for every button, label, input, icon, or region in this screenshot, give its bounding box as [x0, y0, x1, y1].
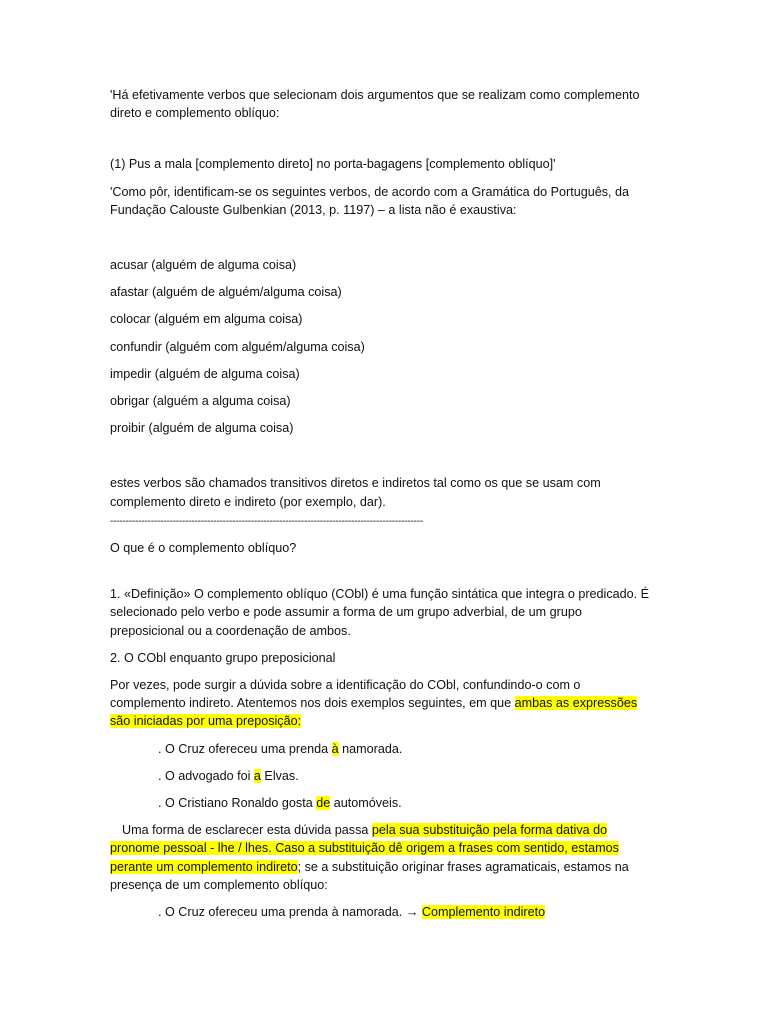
example-text: automóveis. — [330, 796, 402, 811]
forma-text: Uma forma de esclarecer esta dúvida passa — [122, 823, 372, 838]
por-vezes-paragraph — [110, 676, 658, 731]
example-text: . O Cristiano Ronaldo gosta — [158, 796, 317, 811]
example-sentence — [110, 740, 658, 758]
verb-item: confundir (alguém com alguém/alguma coisa) — [110, 339, 365, 354]
preposition-highlight: à — [331, 741, 339, 756]
estes-verbos-paragraph: estes verbos são chamados transitivos diretos e indiretos tal como os que se usam com complemento direto e indireto (por exemplo, dar). — [110, 476, 601, 509]
heading-2: 2. O CObl enquanto grupo preposicional — [110, 650, 336, 665]
forma-text-after: ; se a substituição originar frases agramaticais, estamos na presença de um complemento oblíquo: — [110, 859, 629, 892]
verb-item: colocar (alguém em alguma coisa) — [110, 312, 303, 327]
final-example — [110, 903, 658, 921]
verb-item: acusar (alguém de alguma coisa) — [110, 258, 297, 273]
example-text: Elvas. — [260, 768, 299, 783]
example-text: . O Cruz ofereceu uma prenda — [158, 741, 332, 756]
verb-item: afastar (alguém de alguém/alguma coisa) — [110, 285, 342, 300]
final-example-text: . O Cruz ofereceu uma prenda à namorada. — [158, 905, 403, 920]
por-vezes-text: Por vezes, pode surgir a dúvida sobre a identificação do CObl, confundindo-o com o complemento indireto. Atentemos nos dois exemplos seguintes, em que — [110, 678, 581, 711]
classification-highlight: Complemento indireto — [421, 905, 546, 920]
arrow-icon: → — [405, 905, 419, 920]
verb-list — [110, 256, 658, 437]
example-text: namorada. — [338, 741, 403, 756]
intro-paragraph: 'Há efetivamente verbos que selecionam dois argumentos que se realizam como complemento direto e complemento oblíquo: — [110, 88, 640, 121]
section-question: O que é o complemento oblíquo? — [110, 541, 297, 556]
example-sentence — [110, 794, 658, 812]
example-text: . O advogado foi — [158, 768, 254, 783]
example-sentence — [110, 767, 658, 785]
verb-item: impedir (alguém de alguma coisa) — [110, 366, 300, 381]
separator-line: ---------------------------------------------------------------------------------------------------- — [110, 515, 424, 527]
document-body — [110, 86, 658, 921]
forma-paragraph — [110, 821, 658, 894]
preposition-highlight: de — [316, 796, 331, 811]
por-vezes-highlight: ambas as expressões são iniciadas por uma preposição: — [110, 696, 638, 729]
forma-highlight: pela sua substituição pela forma dativa do pronome pessoal - lhe / lhes. Caso a substituição dê origem a frases com sentido, estamos perante um complemento indireto — [110, 823, 619, 874]
preposition-highlight: a — [253, 768, 261, 783]
como-por-paragraph: 'Como pôr, identificam-se os seguintes verbos, de acordo com a Gramática do Português, da Fundação Calouste Gulbenkian (2013, p. 1197) – a lista não é exaustiva: — [110, 184, 630, 217]
verb-item: proibir (alguém de alguma coisa) — [110, 421, 294, 436]
example-1: (1) Pus a mala [complemento direto] no porta-bagagens [complemento oblíquo]' — [110, 157, 556, 172]
verb-item: obrigar (alguém a alguma coisa) — [110, 394, 291, 409]
definition-paragraph: 1. «Definição» O complemento oblíquo (CObl) é uma função sintática que integra o predicado. É selecionado pelo verbo e pode assumir a forma de um grupo adverbial, de um grupo preposicional ou a coordenação de ambos. — [110, 587, 650, 638]
